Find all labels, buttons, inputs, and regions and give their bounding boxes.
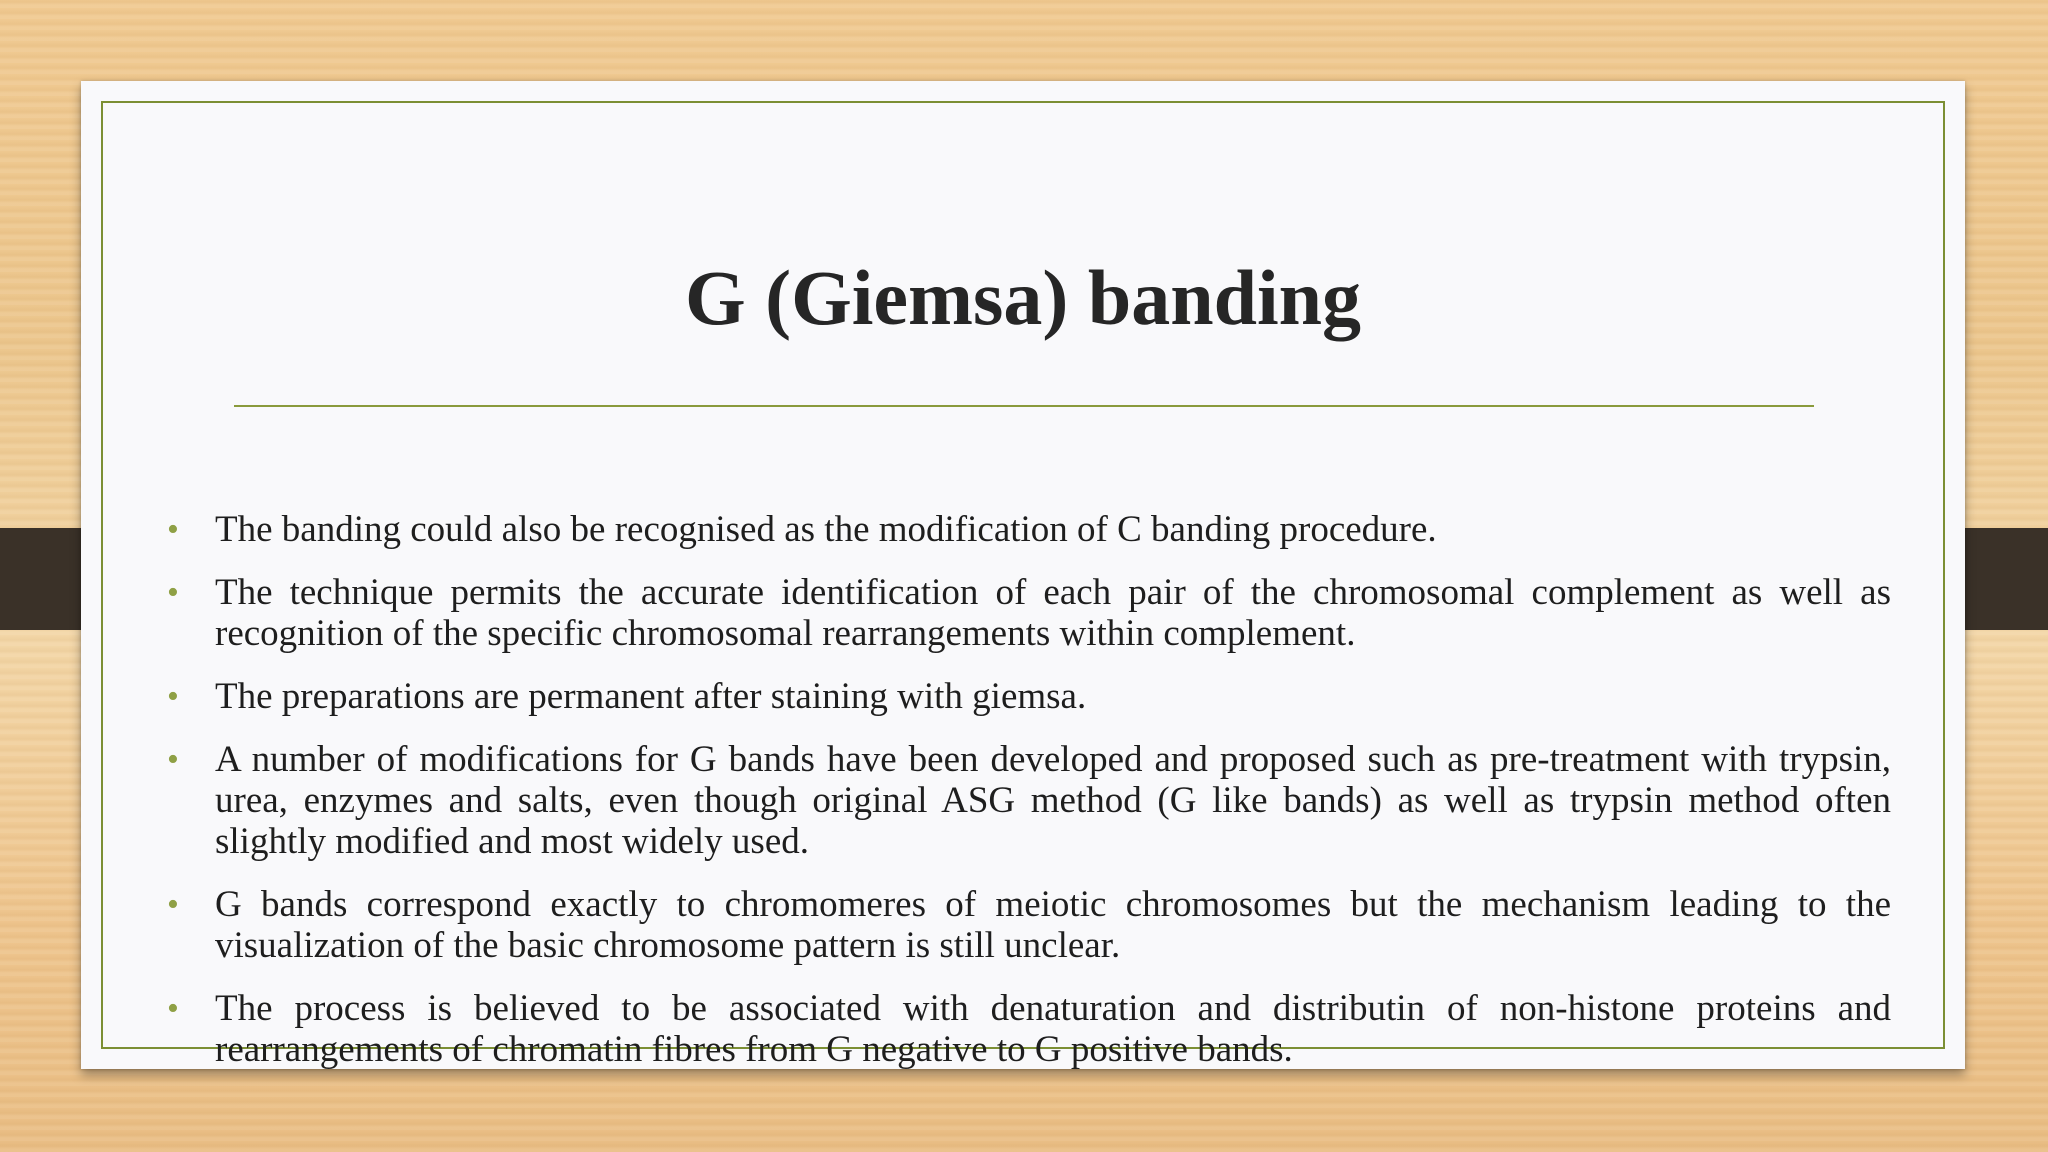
bullet-item (165, 509, 1891, 550)
bullet-text: G bands correspond exactly to chromomeres of meiotic chromosomes but the mechanism leading to the visualization of the basic chromosome pattern is still unclear. (215, 884, 1891, 966)
bullet-item (165, 988, 1891, 1070)
bullet-text: The process is believed to be associated with denaturation and distributin of non-histone proteins and rearrangements of chromatin fibres from G negative to G positive bands. (215, 988, 1891, 1070)
bullet-item (165, 676, 1891, 717)
bullet-list (165, 509, 1891, 1092)
bullet-icon: • (167, 574, 179, 611)
bullet-text: The banding could also be recognised as the modification of C banding procedure. (215, 509, 1437, 550)
bullet-icon: • (167, 886, 179, 923)
slide (81, 81, 1965, 1069)
bullet-item (165, 572, 1891, 654)
bullet-icon: • (167, 678, 179, 715)
bullet-text: A number of modifications for G bands have been developed and proposed such as pre-treatment with trypsin, urea, enzymes and salts, even though original ASG method (G like bands) as well as trypsin method often slightly modified and most widely used. (215, 739, 1891, 862)
bullet-icon: • (167, 990, 179, 1027)
bullet-icon: • (167, 511, 179, 548)
bullet-icon: • (167, 741, 179, 778)
bullet-text: The preparations are permanent after staining with giemsa. (215, 676, 1087, 717)
bullet-text: The technique permits the accurate identification of each pair of the chromosomal complement as well as recognition of the specific chromosomal rearrangements within complement. (215, 572, 1891, 654)
bullet-item (165, 739, 1891, 862)
bullet-item (165, 884, 1891, 966)
title-underline (234, 405, 1814, 407)
slide-title: G (Giemsa) banding (684, 254, 1362, 341)
